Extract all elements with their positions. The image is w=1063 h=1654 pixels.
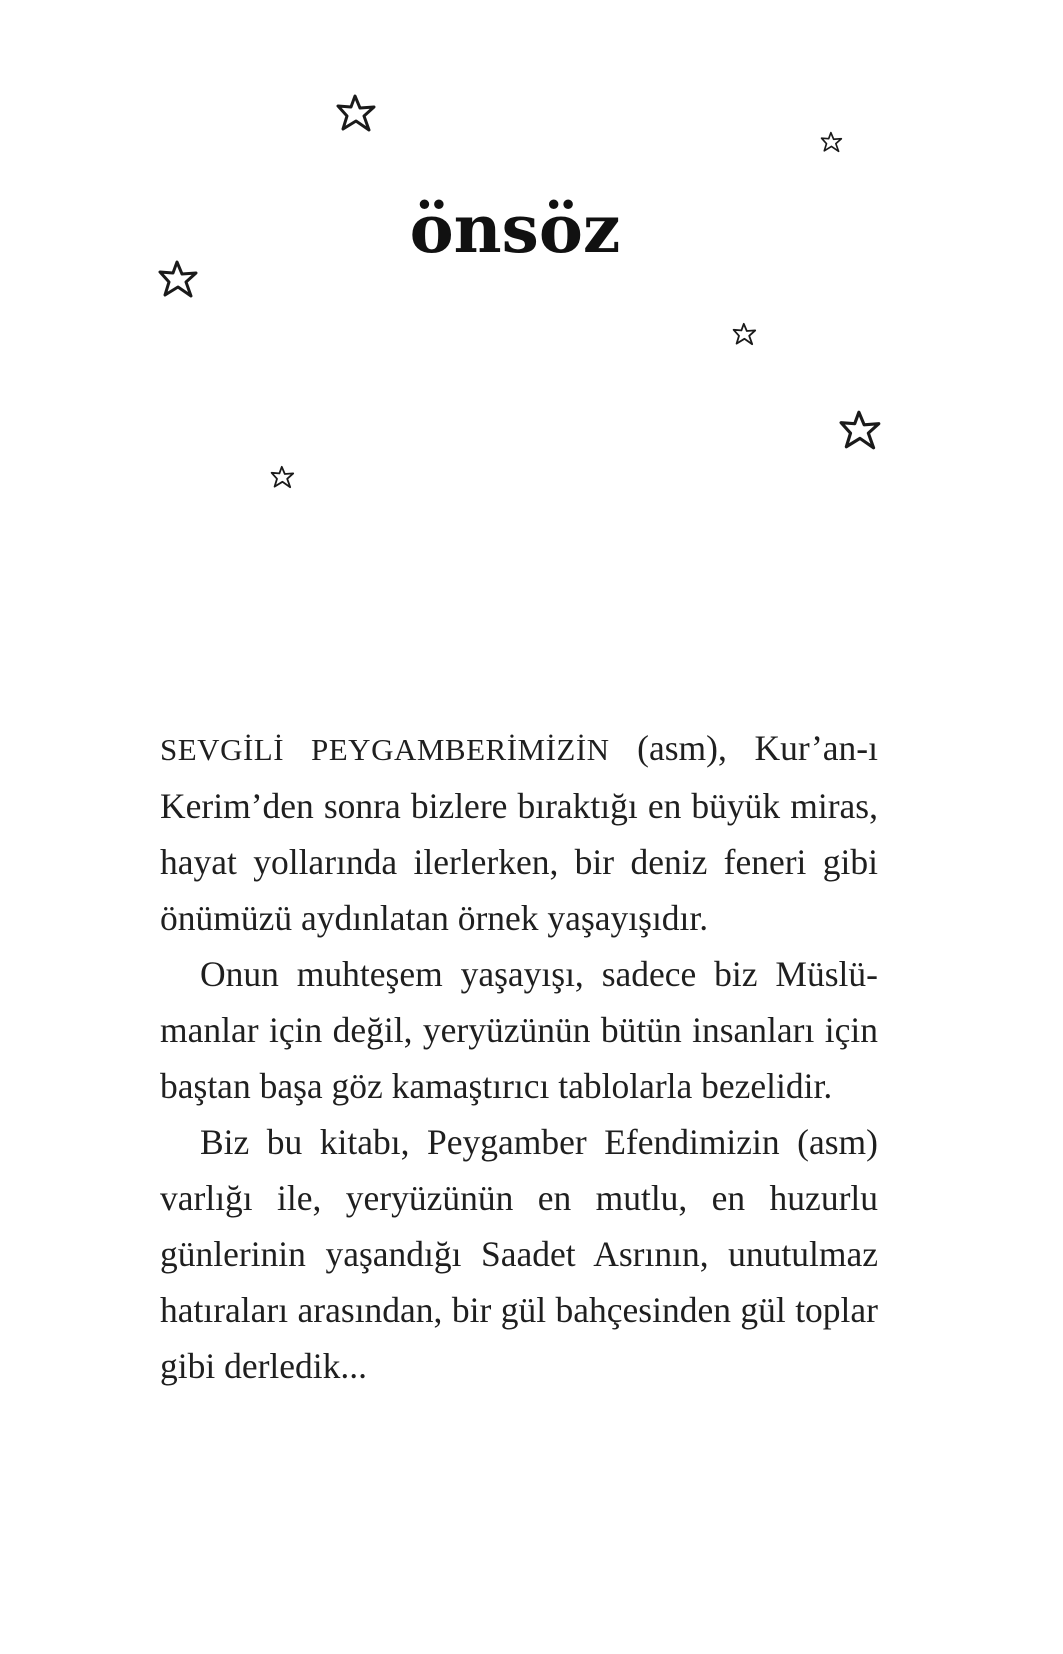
page-title: önsöz <box>409 190 621 268</box>
star-icon <box>158 259 200 299</box>
star-icon <box>839 409 883 451</box>
star-icon <box>820 131 844 153</box>
star-icon <box>732 322 758 346</box>
paragraph: Biz bu kitabı, Peygamber Efendimizin (asm) varlığı ile, yeryüzünün en mutlu, en huzurlu günlerinin yaşandığı Saadet Asrının, unutulmaz hatıraları arasından, bir gül bahçesinden gül toplar gibi derledik... <box>160 1122 878 1386</box>
paragraph-lead: SEVGİLİ PEYGAMBERİMİZİN <box>160 732 610 767</box>
preface-body <box>160 720 878 1394</box>
paragraph: Onun muhteşem yaşayışı, sadece biz Müslümanlar için değil, yeryüzünün bütün insanları için baştan başa göz kamaştırıcı tablolarla bezelidir. <box>160 954 878 1106</box>
paragraph-text: (asm), Kur’an-ı Kerim’den sonra bizlere bıraktığı en büyük miras, hayat yollarında ilerlerken, bir deniz feneri gibi önümüzü aydınlatan örnek yaşayışıdır. <box>160 728 878 938</box>
paragraph <box>160 720 878 946</box>
star-icon <box>336 93 378 133</box>
star-icon <box>270 465 296 489</box>
